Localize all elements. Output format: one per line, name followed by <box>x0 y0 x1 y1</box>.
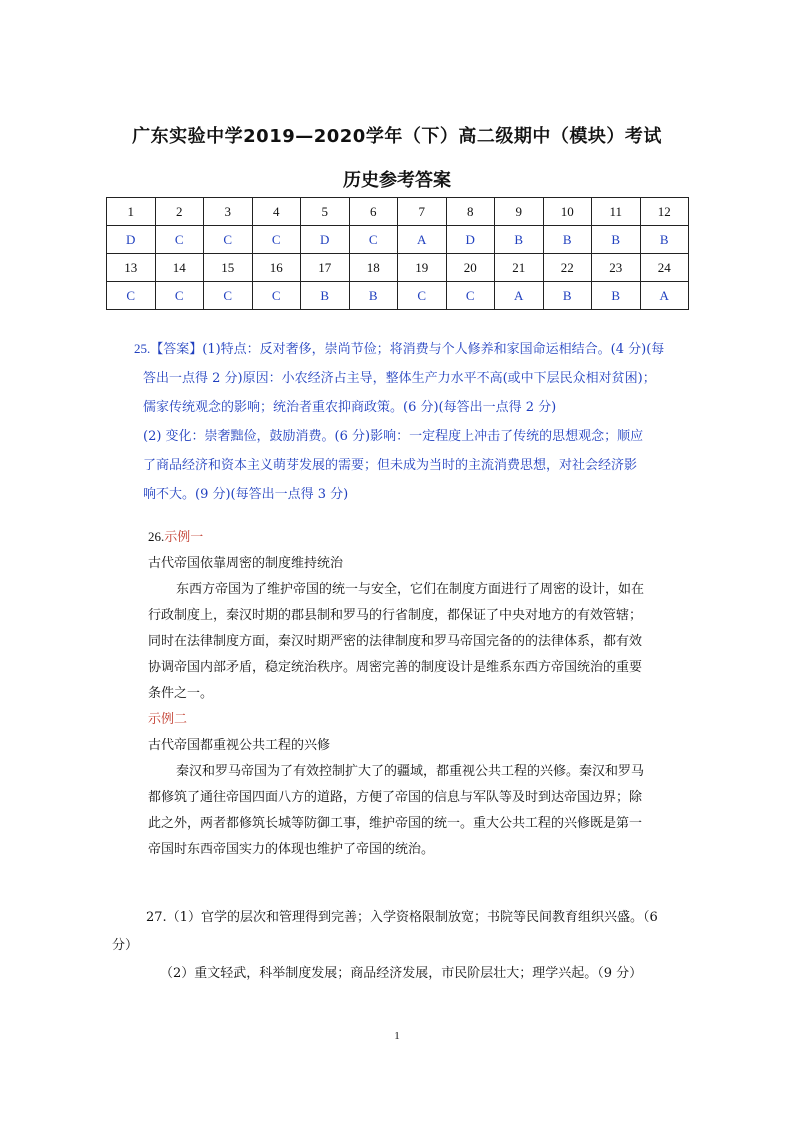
q25-line: 25.【答案】(1)特点：反对奢侈，崇尚节俭；将消费与个人修养和家国命运相结合。(4 分)(每 <box>134 341 665 357</box>
table-row-answers <box>107 226 689 254</box>
answer-cell: C <box>155 282 204 310</box>
question-number-cell: 22 <box>543 254 592 282</box>
table-row-numbers <box>107 254 689 282</box>
question-number-cell: 2 <box>155 198 204 226</box>
answer-cell: D <box>107 226 156 254</box>
document-title: 广东实验中学2019—2020学年（下）高二级期中（模块）考试 <box>132 126 662 147</box>
answer-cell: B <box>495 226 544 254</box>
answer-cell: A <box>495 282 544 310</box>
answer-cell: A <box>398 226 447 254</box>
answer-cell: B <box>543 282 592 310</box>
q27-line: （2）重文轻武，科举制度发展；商品经济发展，市民阶层壮大；理学兴起。（9 分） <box>160 966 643 981</box>
answer-cell: C <box>349 226 398 254</box>
q26-paragraph-line: 条件之一。 <box>148 686 214 701</box>
q26-paragraph-line: 同时在法律制度方面，秦汉时期严密的法律制度和罗马帝国完备的的法律体系，都有效 <box>148 634 643 649</box>
q27-line: 27.（1）官学的层次和管理得到完善；入学资格限制放宽；书院等民间教育组织兴盛。（6 <box>146 910 658 925</box>
q25-section <box>134 334 694 509</box>
question-number-cell: 19 <box>398 254 447 282</box>
answer-cell: B <box>349 282 398 310</box>
q25-line: 了商品经济和资本主义萌芽发展的需要；但未成为当时的主流消费思想，对社会经济影 <box>143 458 638 473</box>
q27-section <box>112 904 697 988</box>
question-number-cell: 9 <box>495 198 544 226</box>
answer-cell: B <box>543 226 592 254</box>
q26-paragraph-line: 协调帝国内部矛盾，稳定统治秩序。周密完善的制度设计是维系东西方帝国统治的重要 <box>148 660 643 675</box>
answer-cell: D <box>446 226 495 254</box>
answer-cell: C <box>446 282 495 310</box>
answer-cell: B <box>592 282 641 310</box>
question-number-cell: 3 <box>204 198 253 226</box>
q26-paragraph-line: 此之外，两者都修筑长城等防御工事，维护帝国的统一。重大公共工程的兴修既是第一 <box>148 816 643 831</box>
q25-line: 儒家传统观念的影响；统治者重农抑商政策。(6 分)(每答出一点得 2 分) <box>143 400 557 415</box>
table-row-numbers <box>107 198 689 226</box>
q26-paragraph-line: 东西方帝国为了维护帝国的统一与安全，它们在制度方面进行了周密的设计，如在 <box>176 582 645 597</box>
question-number-cell: 11 <box>592 198 641 226</box>
answer-cell: C <box>252 282 301 310</box>
answer-cell: A <box>640 282 689 310</box>
question-number-cell: 23 <box>592 254 641 282</box>
question-number-cell: 18 <box>349 254 398 282</box>
question-number-cell: 13 <box>107 254 156 282</box>
answer-cell: C <box>252 226 301 254</box>
q26-paragraph-line: 秦汉和罗马帝国为了有效控制扩大了的疆域，都重视公共工程的兴修。秦汉和罗马 <box>176 764 645 779</box>
page-number: 1 <box>394 1030 400 1042</box>
answer-cell: C <box>155 226 204 254</box>
answer-cell: C <box>204 282 253 310</box>
q27-line: 分） <box>112 938 139 953</box>
question-number-cell: 17 <box>301 254 350 282</box>
question-number-cell: 15 <box>204 254 253 282</box>
q25-line: (2) 变化：崇奢黜俭，鼓励消费。(6 分)影响：一定程度上冲击了传统的思想观念；顺应 <box>143 429 644 444</box>
q25-label: 25.【答案】 <box>134 341 203 356</box>
question-number-cell: 10 <box>543 198 592 226</box>
answer-cell: B <box>301 282 350 310</box>
answer-cell: B <box>592 226 641 254</box>
question-number-cell: 24 <box>640 254 689 282</box>
q26-paragraph-line: 帝国时东西帝国实力的体现也维护了帝国的统治。 <box>148 842 435 857</box>
question-number-cell: 4 <box>252 198 301 226</box>
q26-example1-label: 26.示例一 <box>148 529 204 545</box>
q25-line: 答出一点得 2 分)原因：小农经济占主导，整体生产力水平不高(或中下层民众相对贫困)； <box>143 371 656 386</box>
table-row-answers <box>107 282 689 310</box>
q26-paragraph-line: 行政制度上，秦汉时期的郡县制和罗马的行省制度，都保证了中央对地方的有效管辖； <box>148 608 643 623</box>
question-number-cell: 6 <box>349 198 398 226</box>
q26-example2-label: 示例二 <box>148 712 188 727</box>
q26-section <box>148 524 693 863</box>
question-number-cell: 20 <box>446 254 495 282</box>
q26-paragraph-line: 都修筑了通往帝国四面八方的道路，方便了帝国的信息与军队等及时到达帝国边界；除 <box>148 790 643 805</box>
question-number-cell: 8 <box>446 198 495 226</box>
answer-cell: B <box>640 226 689 254</box>
question-number-cell: 12 <box>640 198 689 226</box>
q25-line: 响不大。(9 分)(每答出一点得 3 分) <box>143 487 349 502</box>
question-number-cell: 14 <box>155 254 204 282</box>
q26-example1-heading: 古代帝国依靠周密的制度维持统治 <box>148 556 344 571</box>
q26-example2-heading: 古代帝国都重视公共工程的兴修 <box>148 738 331 753</box>
answer-cell: D <box>301 226 350 254</box>
question-number-cell: 5 <box>301 198 350 226</box>
answer-cell: C <box>107 282 156 310</box>
question-number-cell: 7 <box>398 198 447 226</box>
question-number-cell: 16 <box>252 254 301 282</box>
answer-cell: C <box>398 282 447 310</box>
document-subtitle: 历史参考答案 <box>343 170 451 191</box>
question-number-cell: 21 <box>495 254 544 282</box>
question-number-cell: 1 <box>107 198 156 226</box>
answer-cell: C <box>204 226 253 254</box>
answer-table <box>106 197 689 310</box>
